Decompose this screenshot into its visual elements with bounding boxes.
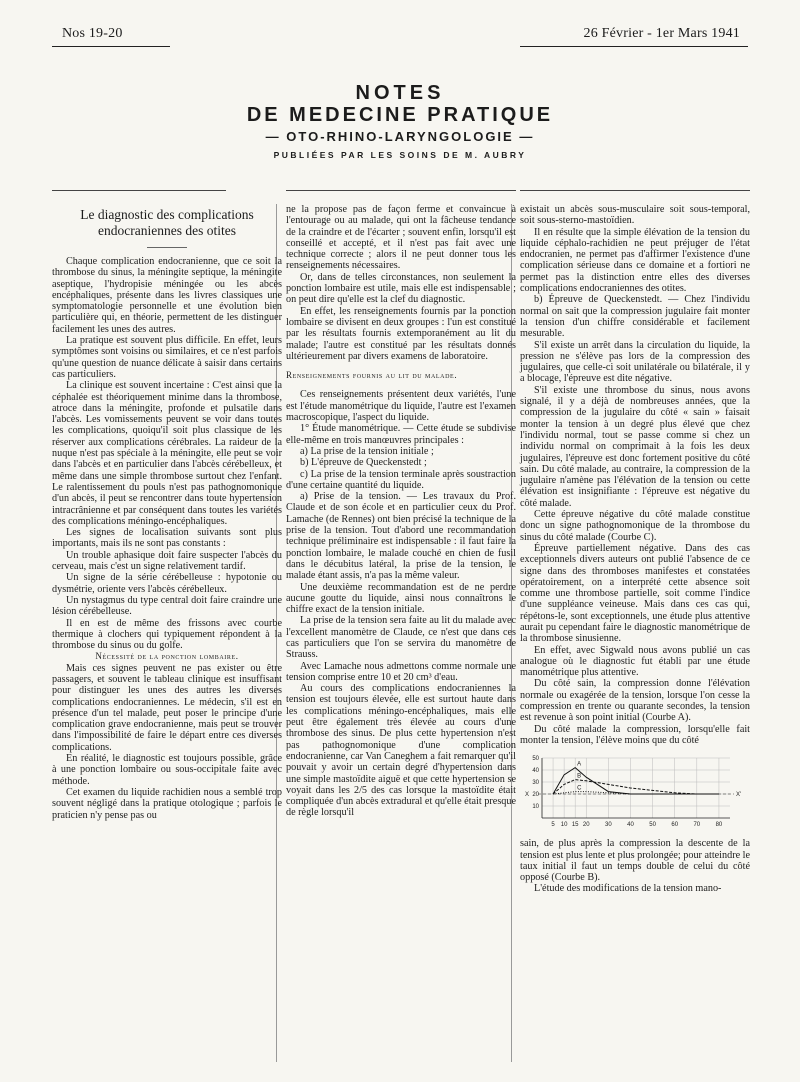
x-tick-label: 50	[649, 822, 656, 829]
paragraph: b) Épreuve de Queckenstedt. — Chez l'individu normal on sait que la compression jugulaire fait monter la tension d'un chiffre considérable et facilement mesurable.	[520, 294, 750, 340]
x-tick-label: 15	[571, 822, 579, 829]
paragraph: Chaque complication endocranienne, que ce soit la thrombose du sinus, la méningite septique, la méningite aseptique, l'hydropisie méningée ou les abcès encéphaliques, présente dans les livres classiques une symptomatologie personnelle et une évolution bien particulière qui, en théorie, permettent de les distinguer facilement les unes des autres.	[52, 256, 282, 335]
list-item: b) L'épreuve de Queckenstedt ;	[300, 457, 427, 469]
title-rule	[147, 247, 187, 248]
section-rule-3	[520, 190, 750, 191]
paragraph: Ces renseignements présentent deux variétés, l'une est l'étude manométrique du liquide, l'autre est l'examen macroscopique, l'aspect du liquide.	[286, 389, 516, 424]
paragraph: a) Prise de la tension. — Les travaux du Prof. Claude et de son école et en particulier ceux du Prof. Lamache (de Rennes) ont bien précisé la technique de la prise de la tension. Tout d'abord une recommandation technique préliminaire est indispensable : il faut faire la ponction lombaire, le malade couché en chien de fusil dans le décubitus latéral, la prise de la tension, le malade étant assis, n'a pas la même valeur.	[286, 491, 516, 582]
tension-curve-chart	[520, 752, 750, 834]
paragraph: Un nystagmus du type central doit faire craindre une lésion cérébelleuse.	[52, 594, 282, 618]
paragraph: 1° Étude manométrique. — Cette étude se subdivise elle-même en trois manœuvres principales :	[286, 423, 516, 446]
y-tick-label: 20	[532, 792, 539, 799]
section-heading: Renseignements fournis au lit du malade.	[286, 370, 458, 381]
baseline-label: X	[525, 792, 530, 799]
paragraph: Du côté sain, la compression donne l'élévation normale ou exagérée de la tension, lorsque l'on cesse la compression en trente ou quarante secondes, la tension est revenue à son point initial (Courbe A).	[520, 678, 750, 724]
paragraph: Une deuxième recommandation est de ne perdre aucune goutte du liquide, ainsi nous connaîtrons le chiffre exact de la tension initiale.	[286, 581, 516, 616]
column-1	[52, 204, 282, 821]
paragraph: La prise de la tension sera faite au lit du malade avec l'excellent manomètre de Claude, ce n'est que dans ces cas particuliers que l'on se servira du manomètre de Strauss.	[286, 615, 516, 661]
header-rule-left	[52, 46, 170, 47]
x-axis-label: X'	[736, 792, 742, 799]
paragraph: Un trouble aphasique doit faire suspecter l'abcès du cerveau, mais c'est un signe relativement tardif.	[52, 549, 282, 573]
paragraph: Un signe de la série cérébelleuse : hypotonie ou dysmétrie, oriente vers l'abcès cérébelleux.	[52, 572, 282, 595]
paragraph: Avec Lamache nous admettons comme normale une tension comprise entre 10 et 20 cm³ d'eau.	[286, 660, 516, 683]
paragraph: Il en est de même des frissons avec courbe thermique à clochers qui typiquement répondent à la thrombose du sinus ou du golfe.	[52, 617, 282, 652]
paragraph: La pratique est souvent plus difficile. En effet, leurs symptômes sont voisins ou similaires, et ce n'est parfois qu'une question de nuance délicate à saisir dans certains cas particuliers.	[52, 335, 282, 380]
masthead-line-4: PUBLIÉES PAR LES SOINS DE M. AUBRY	[273, 150, 527, 160]
section-rule-2	[286, 190, 516, 191]
masthead-line-3: — OTO-RHINO-LARYNGOLOGIE —	[265, 129, 535, 144]
y-tick-label: 40	[532, 768, 539, 775]
paragraph: Au cours des complications endocraniennes la tension est toujours élevée, elle est surtout haute dans les complications méningo-encéphaliques, mais elle peut être également très élevée au cours d'une thrombose des sinus. De plus cette hypertension n'est pas pathognomonique d'une complication endocranienne, car Van Caneghem a fait remarquer qu'il pouvait y avoir un certain degré d'hypertension dans une simple mastoïdite aiguë et que cette hypertension se voyait dans les 2/5 des cas lorsque la mastoïdite était compliquée d'un abcès extradural et qu'elle était presque de règle lorsqu'il	[286, 683, 516, 819]
column-3	[520, 204, 750, 895]
paragraph: Or, dans de telles circonstances, non seulement la ponction lombaire est utile, mais elle est indispensable ; on peut dire qu'elle est la clef du diagnostic.	[286, 271, 516, 306]
paragraph: existait un abcès sous-musculaire soit sous-temporal, soit sous-sterno-mastoïdien.	[520, 204, 750, 227]
series-label-a: A	[577, 761, 582, 768]
x-tick-label: 20	[582, 822, 590, 829]
paragraph: S'il existe une thrombose du sinus, nous avons signalé, il y a déjà de nombreuses années, que la compression de la jugulaire du côté « sain » faisait monter la tension à un degré plus élevé que chez l'individu normal, tout se passe comme si chez un individu normal on comprimait à la fois les deux jugulaires, l'épreuve est donc fortement positive du côté sain. Du côté malade, au contraire, la compression de la jugulaire n'amène pas l'élévation de la tension ou cette élévation est insignifiante : l'épreuve est négative du côté malade.	[520, 384, 750, 509]
paragraph: Mais ces signes peuvent ne pas exister ou être passagers, et souvent le tableau clinique est insuffisant pour distinguer les unes des autres les diverses complications endocraniennes. Le médecin, s'il est en présence d'un tel malade, peut poser le principe d'une complication grave endocranienne, mais peut se trouver dans l'impossibilité de faire le départ entre ces diverses complications.	[52, 662, 282, 753]
y-tick-label: 50	[532, 756, 539, 763]
paragraph: ne la propose pas de façon ferme et convaincue à l'entourage ou au malade, qui ont la fâcheuse tendance de la craindre et de l'écarter ; souvent enfin, lorsqu'il est conseillé et accepté, et il n'est pas fait avec une technique correcte ; alors il ne peut donner tous les renseignements nécessaires.	[286, 204, 516, 272]
paragraph: Cet examen du liquide rachidien nous a semblé trop souvent négligé dans la pratique otologique ; parfois le praticien n'y pense pas ou	[52, 786, 282, 821]
x-tick-label: 70	[693, 822, 701, 829]
paragraph: S'il existe un arrêt dans la circulation du liquide, la pression ne s'élève pas lors de la compression des jugulaires, que celle-ci soit unilatérale ou bilatérale, il y a blocage, l'épreuve est dite négative.	[520, 339, 750, 385]
series-label-b: B	[577, 773, 582, 780]
x-tick-label: 10	[560, 822, 568, 829]
x-tick-label: 5	[551, 822, 555, 829]
series-label-c: C	[577, 785, 582, 792]
x-tick-label: 80	[715, 822, 723, 829]
masthead	[0, 82, 800, 162]
x-tick-label: 40	[627, 822, 634, 829]
header-rule-right	[520, 46, 748, 47]
issue-number: Nos 19-20	[62, 26, 123, 41]
section-heading: Nécessité de la ponction lombaire.	[95, 651, 239, 662]
paragraph: La clinique est souvent incertaine : C'est ainsi que la céphalée est théoriquement minime dans la thrombose, atroce dans la méningite, profonde et pulsatile dans l'abcès. Les vomissements peuvent se voir dans toutes les complications, quoiqu'il soit plus classique de les réserver aux complications cérébrales. La raideur de la nuque n'est pas spéciale à la méningite, elle peut se voir dans l'abcès et en particulier dans l'abcès cérébelleux, et même dans une simple thrombose surtout chez l'enfant. Le ralentissement du pouls n'est pas pathognomonique d'un abcès, il peut se rencontrer dans toute hypertension intracrânienne et par conséquent dans toutes les variétés des complications méningo-encéphaliques.	[52, 380, 282, 527]
paragraph: Du côté malade la compression, lorsqu'elle fait monter la tension, l'élève moins que du côté	[520, 723, 750, 746]
column-2	[286, 204, 516, 819]
x-tick-label: 60	[671, 822, 679, 829]
issue-date: 26 Février - 1er Mars 1941	[583, 26, 740, 41]
list-item: c) La prise de la tension terminale après soustraction d'une certaine quantité du liquide.	[286, 468, 516, 491]
paragraph: En réalité, le diagnostic est toujours possible, grâce à une ponction lombaire ou sous-occipitale faite avec méthode.	[52, 753, 282, 787]
paragraph: sain, de plus après la compression la descente de la tension est plus lente et plus prolongée; pour atteindre le taux initial il faut un temps double de celui du côté opposé (Courbe B).	[520, 838, 751, 884]
article-title: Le diagnostic des complications endocraniennes des otites	[80, 207, 254, 238]
masthead-line-1: NOTES	[355, 82, 445, 104]
paragraph: Il en résulte que la simple élévation de la tension du liquide céphalo-rachidien ne peut préjuger de l'état endocranien, ne permet pas d'affirmer l'existence d'une complication sérieuse dans ce domaine et a fortiori ne permet pas la distinction entre elles des diverses complications endocraniennes des otites.	[520, 226, 750, 295]
list-item: a) La prise de la tension initiale ;	[300, 445, 434, 457]
paragraph: En effet, avec Sigwald nous avons publié un cas analogue où le diagnostic fut établi par une étude manométrique plus attentive.	[520, 644, 750, 679]
paragraph: Les signes de localisation suivants sont plus importants, mais ils ne sont pas constants :	[52, 527, 282, 550]
masthead-line-2: DE MEDECINE PRATIQUE	[246, 104, 554, 126]
paragraph: Cette épreuve négative du côté malade constitue donc un signe pathognomonique de la thrombose du sinus du côté malade (Courbe C).	[520, 509, 750, 543]
x-tick-label: 30	[605, 822, 612, 829]
paragraph: En effet, les renseignements fournis par la ponction lombaire se divisent en deux groupes : l'un est constitué par les résultats fournis extemporanément au lit du malade; l'autre est constitué par les résultats donnés ultérieurement par divers examens de laboratoire.	[286, 305, 516, 362]
y-tick-label: 30	[532, 780, 539, 787]
paragraph: Épreuve partiellement négative. Dans des cas exceptionnels divers auteurs ont publié l'absence de ce signe dans des thromboses manifestes et constatées opératoirement, on a interprété cette absence soit comme une thrombose partielle, soit comme l'indice d'une suppléance veineuse. Mais dans ces cas qui, répétons-le, sont exceptionnels, une étude plus attentive aurait pu cependant faire le diagnostic manométrique de la thrombose sinusienne.	[520, 542, 750, 645]
section-rule-1	[52, 190, 226, 191]
paragraph: L'étude des modifications de la tension mano-	[534, 883, 722, 895]
y-tick-label: 10	[532, 804, 539, 811]
